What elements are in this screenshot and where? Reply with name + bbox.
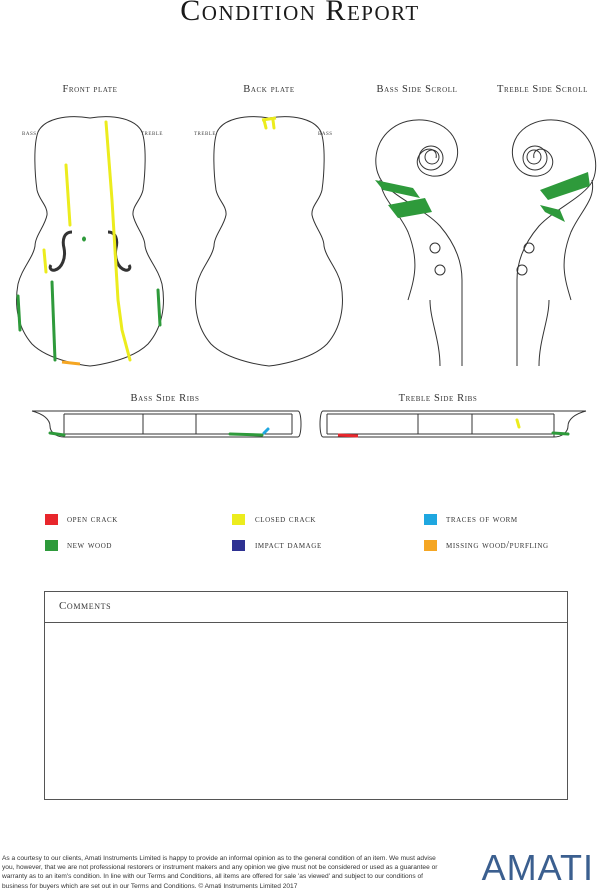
front-bass-label: bass (22, 129, 37, 137)
legend-new-wood-label: new wood (67, 540, 113, 551)
closed-crack-mark (262, 118, 276, 120)
back-bass-label: bass (318, 129, 333, 137)
open-crack-mark (338, 435, 358, 436)
bass-side-scroll-label: Bass Side Scroll (376, 84, 458, 95)
treble-side-ribs-label: Treble Side Ribs (398, 393, 478, 404)
disclaimer-text: As a courtesy to our clients, Amati Instruments Limited is happy to provide an informal opinion as to the general condition of an item. We must advise you, however, that we are not professional restorers or instrument makers and any opinion we give must not be considered or used as a guarantee or warranty as to an item's condition. In line with our Terms and Conditions, all items are offered for sale 'as viewed' and subject to our conditions of business for buyers which are set out in our Terms and Conditions. © Amati Instruments Limited 2017 (2, 855, 438, 890)
front-treble-label: treble (141, 129, 163, 137)
bass-side-ribs-label: Bass Side Ribs (130, 393, 200, 404)
brand-logo: AMATI (481, 847, 594, 888)
back-plate-outline (196, 117, 343, 366)
front-plate-outline (17, 117, 164, 366)
new-wood-marks (18, 238, 568, 435)
treble-scroll-outline (512, 120, 595, 366)
legend-impact-damage-swatch (232, 540, 245, 551)
comments-label: Comments (59, 600, 112, 612)
f-hole-bass (50, 232, 72, 270)
worm-mark (264, 429, 268, 433)
front-plate-label: Front plate (62, 84, 118, 95)
comments-header (45, 592, 567, 623)
legend-missing-wood-label: missing wood/purfling (446, 540, 549, 551)
legend-impact-damage-label: impact damage (255, 540, 322, 551)
legend-traces-of-worm-label: traces of worm (446, 514, 518, 525)
f-hole-treble (108, 232, 130, 270)
new-wood-scroll-treble-1 (540, 172, 590, 200)
back-treble-label: treble (194, 129, 216, 137)
legend-traces-of-worm-swatch (424, 514, 437, 525)
missing-wood-mark (62, 362, 80, 364)
legend-missing-wood-swatch (424, 540, 437, 551)
soundpost-mark (82, 237, 86, 241)
page-title: Condition Report (180, 0, 420, 27)
treble-ribs-outline (320, 411, 586, 437)
legend-new-wood-swatch (45, 540, 58, 551)
closed-crack-marks (44, 120, 519, 427)
legend-open-crack-label: open crack (67, 514, 118, 525)
treble-side-scroll-label: Treble Side Scroll (497, 84, 588, 95)
legend-open-crack-swatch (45, 514, 58, 525)
legend-closed-crack-swatch (232, 514, 245, 525)
bass-ribs-outline (32, 411, 301, 437)
comments-box[interactable] (44, 591, 568, 800)
back-plate-label: Back plate (243, 84, 295, 95)
legend-closed-crack-label: closed crack (255, 514, 317, 525)
new-wood-scroll-bass-2 (388, 198, 432, 218)
